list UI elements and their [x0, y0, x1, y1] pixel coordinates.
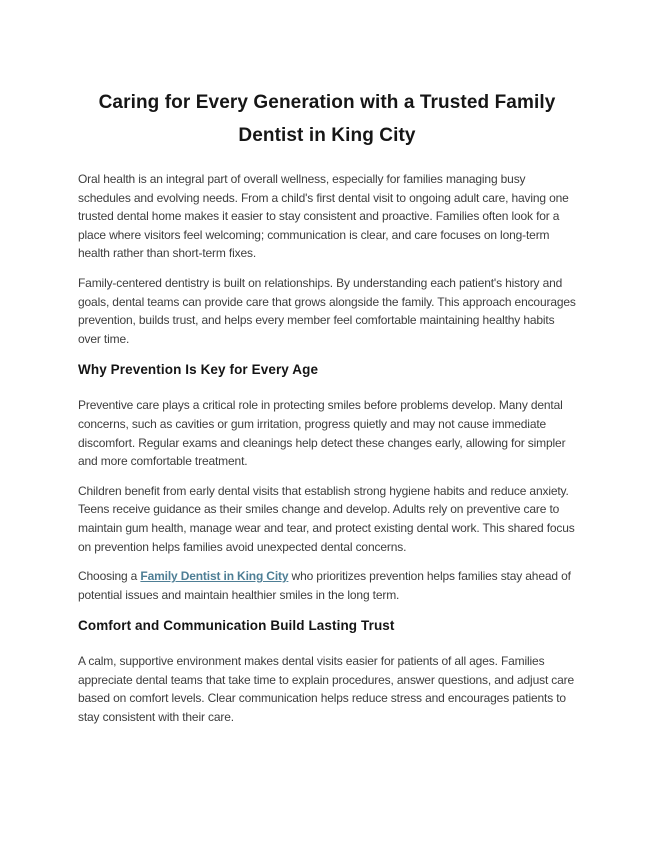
- paragraph-intro-1: Oral health is an integral part of overall wellness, especially for families managing busy schedules and evolving needs. From a child's first dental visit to ongoing adult care, having one trusted dental home makes it easier to stay consistent and proactive. Families often look for a place where visitors feel welcoming; communication is clear, and care focuses on long-term health rather than short-term fixes.: [78, 172, 569, 261]
- paragraph-intro-2: Family-centered dentistry is built on relationships. By understanding each patient's history and goals, dental teams can provide care that grows alongside the family. This approach encourages prevention, builds trust, and helps every member feel comfortable maintaining healthy habits over time.: [78, 275, 576, 346]
- paragraph-comfort-1: A calm, supportive environment makes dental visits easier for patients of all ages. Families appreciate dental teams that take time to explain procedures, answer questions, and adjust care based on comfort levels. Clear communication helps reduce stress and encourages patients to stay consistent with their care.: [78, 654, 575, 725]
- family-dentist-link[interactable]: Family Dentist in King City: [140, 569, 289, 584]
- link-paragraph-after: who prioritizes prevention helps families stay ahead of potential issues and maintain healthier smiles in the long term.: [78, 569, 571, 602]
- link-paragraph-before: Choosing a: [78, 569, 141, 584]
- paragraph-link: [78, 567, 576, 604]
- heading-comfort: Comfort and Communication Build Lasting Trust: [78, 618, 395, 634]
- page-title: Caring for Every Generation with a Trusted Family Dentist in King City: [98, 92, 556, 146]
- heading-prevention: Why Prevention Is Key for Every Age: [78, 362, 319, 378]
- paragraph-prevention-1: Preventive care plays a critical role in protecting smiles before problems develop. Many dental concerns, such as cavities or gum irritation, progress quietly and may not cause immediate discomfort. Regular exams and cleanings help detect these changes early, allowing for simpler and more comfortable treatment.: [78, 398, 566, 469]
- paragraph-prevention-2: Children benefit from early dental visits that establish strong hygiene habits and reduce anxiety. Teens receive guidance as their smiles change and develop. Adults rely on preventive care to maintain gum health, manage wear and tear, and protect existing dental work. This shared focus on prevention helps families avoid unexpected dental concerns.: [78, 483, 575, 554]
